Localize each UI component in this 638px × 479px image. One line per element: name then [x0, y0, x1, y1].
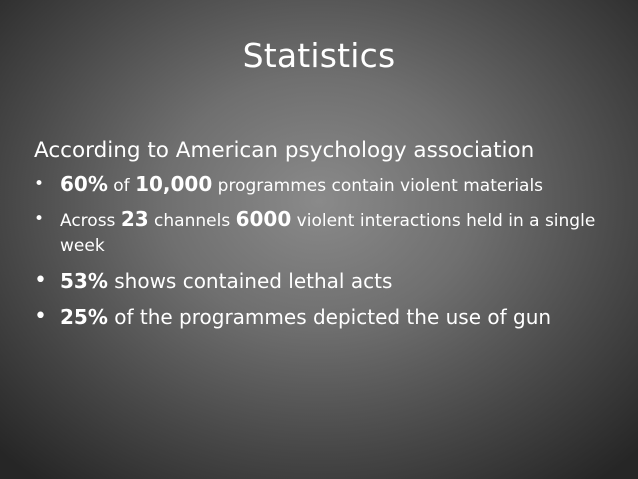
bullet-point-icon: • [34, 209, 45, 229]
stat-10000: 10,000 [135, 172, 213, 196]
bullet-point-icon: • [34, 174, 45, 194]
bullet-item-1 [34, 172, 614, 199]
bullet-point-icon: • [34, 268, 47, 293]
bullet-text-4: 25% of the programmes depicted the use of gun [60, 305, 552, 329]
stat-6000: 6000 [235, 207, 292, 231]
bullet-item-3 [34, 267, 614, 295]
stat-25-percent: 25% [60, 305, 108, 329]
slide-title: Statistics [242, 36, 396, 75]
bullet-text-3: 53% shows contained lethal acts [60, 269, 393, 293]
slide-content [34, 136, 614, 339]
bullet-text-1: 60% of 10,000 programmes contain violent materials [60, 172, 544, 196]
bullet-list [34, 172, 614, 331]
bullet-item-4 [34, 303, 614, 331]
stat-60-percent: 60% [60, 172, 108, 196]
bullet-item-2 [34, 207, 614, 259]
bullet-point-icon: • [34, 304, 47, 329]
intro-text: According to American psychology association [34, 138, 535, 163]
bullet-text-2: Across 23 channels 6000 violent interactions held in a single week [60, 207, 596, 256]
stat-53-percent: 53% [60, 269, 108, 293]
stat-23: 23 [120, 207, 149, 231]
